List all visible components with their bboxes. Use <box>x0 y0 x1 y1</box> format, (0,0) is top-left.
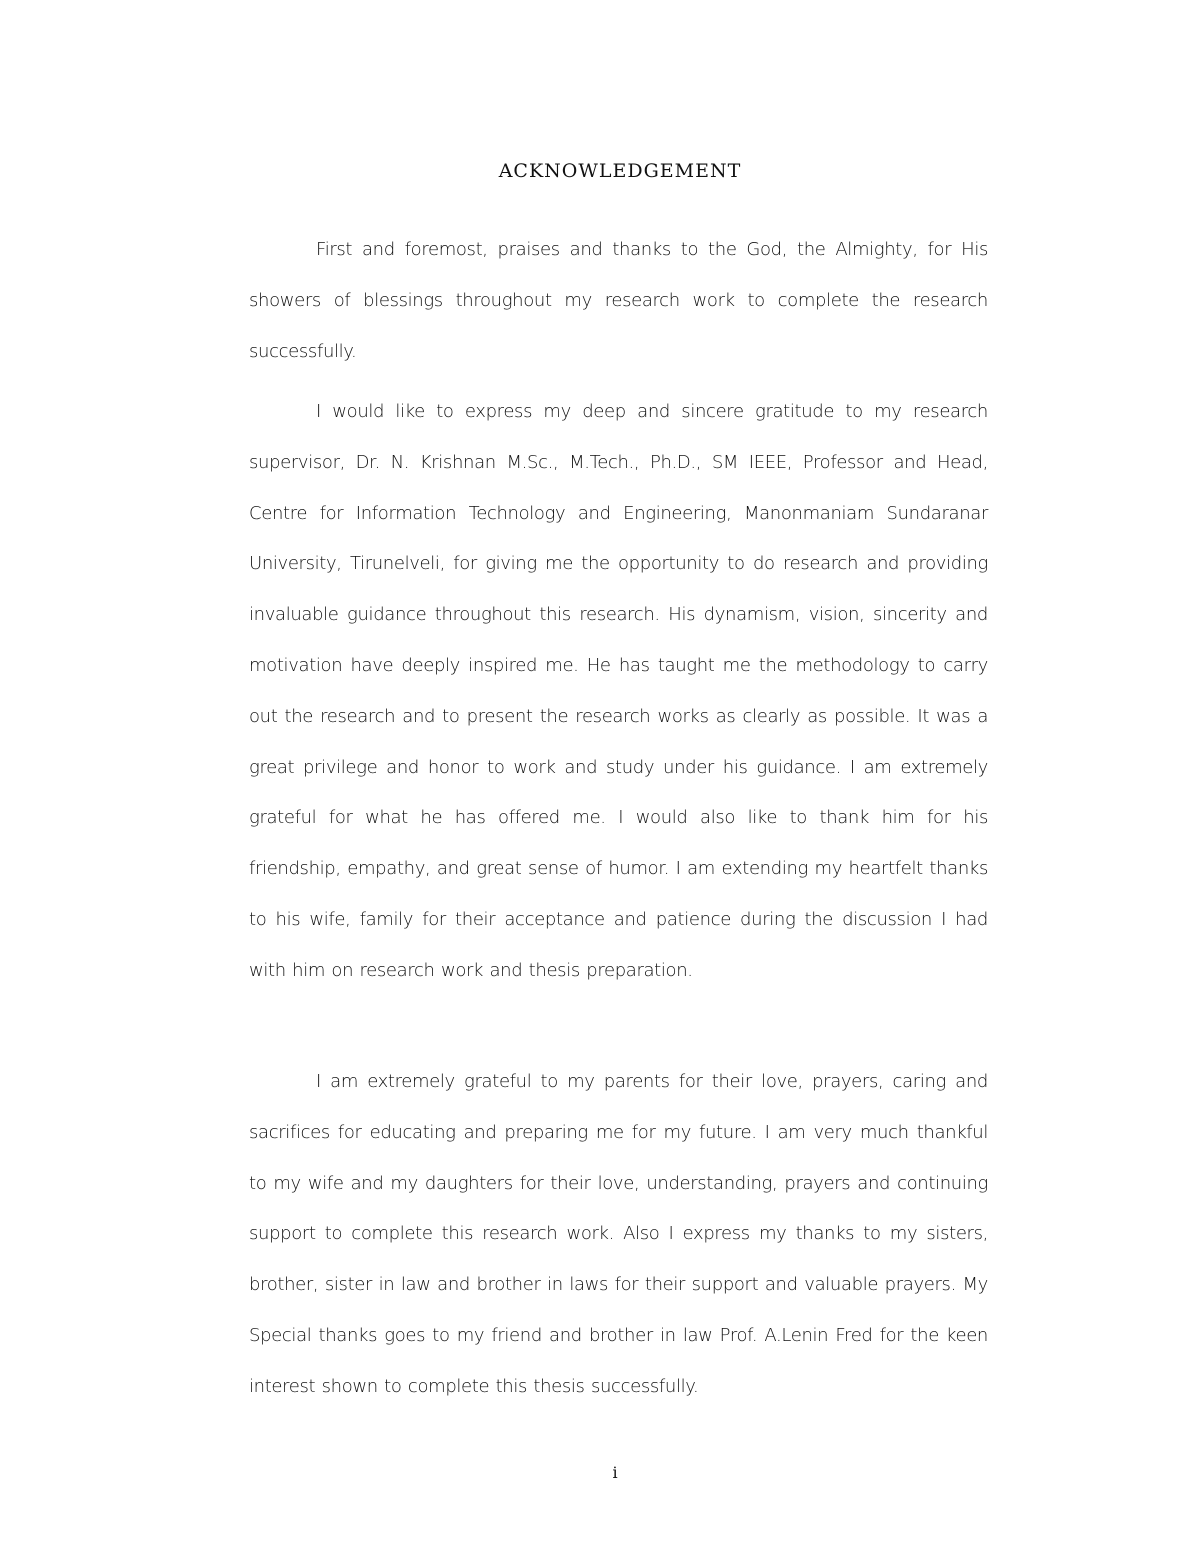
page-number: i <box>612 1463 618 1482</box>
paragraph-family-thanks: I am extremely grateful to my parents for their love, prayers, caring and sacrifices for educating and preparing me for my future. I am very much thankful to my wife and my daughters for their love, understanding, prayers and continuing support to complete this research work. Also I express my thanks to my sisters, brother, sister in law and brother in laws for their support and valuable prayers. My Special thanks goes to my friend and brother in law Prof. A.Lenin Fred for the keen interest shown to complete this thesis successfully. <box>249 1071 988 1397</box>
paragraph-praise: First and foremost, praises and thanks to the God, the Almighty, for His showers of blessings throughout my research work to complete the research successfully. <box>249 239 988 362</box>
page-title: ACKNOWLEDGEMENT <box>498 160 742 182</box>
paragraph-supervisor-thanks: I would like to express my deep and sincere gratitude to my research supervisor, Dr. N. Krishnan M.Sc., M.Tech., Ph.D., SM IEEE, Professor and Head, Centre for Information Technology and Engineering, Manonmaniam Sundaranar University, Tirunelveli, for giving me the opportunity to do research and providing invaluable guidance throughout this research. His dynamism, vision, sincerity and motivation have deeply inspired me. He has taught me the methodology to carry out the research and to present the research works as clearly as possible. It was a great privilege and honor to work and study under his guidance. I am extremely grateful for what he has offered me. I would also like to thank him for his friendship, empathy, and great sense of humor. I am extending my heartfelt thanks to his wife, family for their acceptance and patience during the discussion I had with him on research work and thesis preparation. <box>249 401 988 981</box>
